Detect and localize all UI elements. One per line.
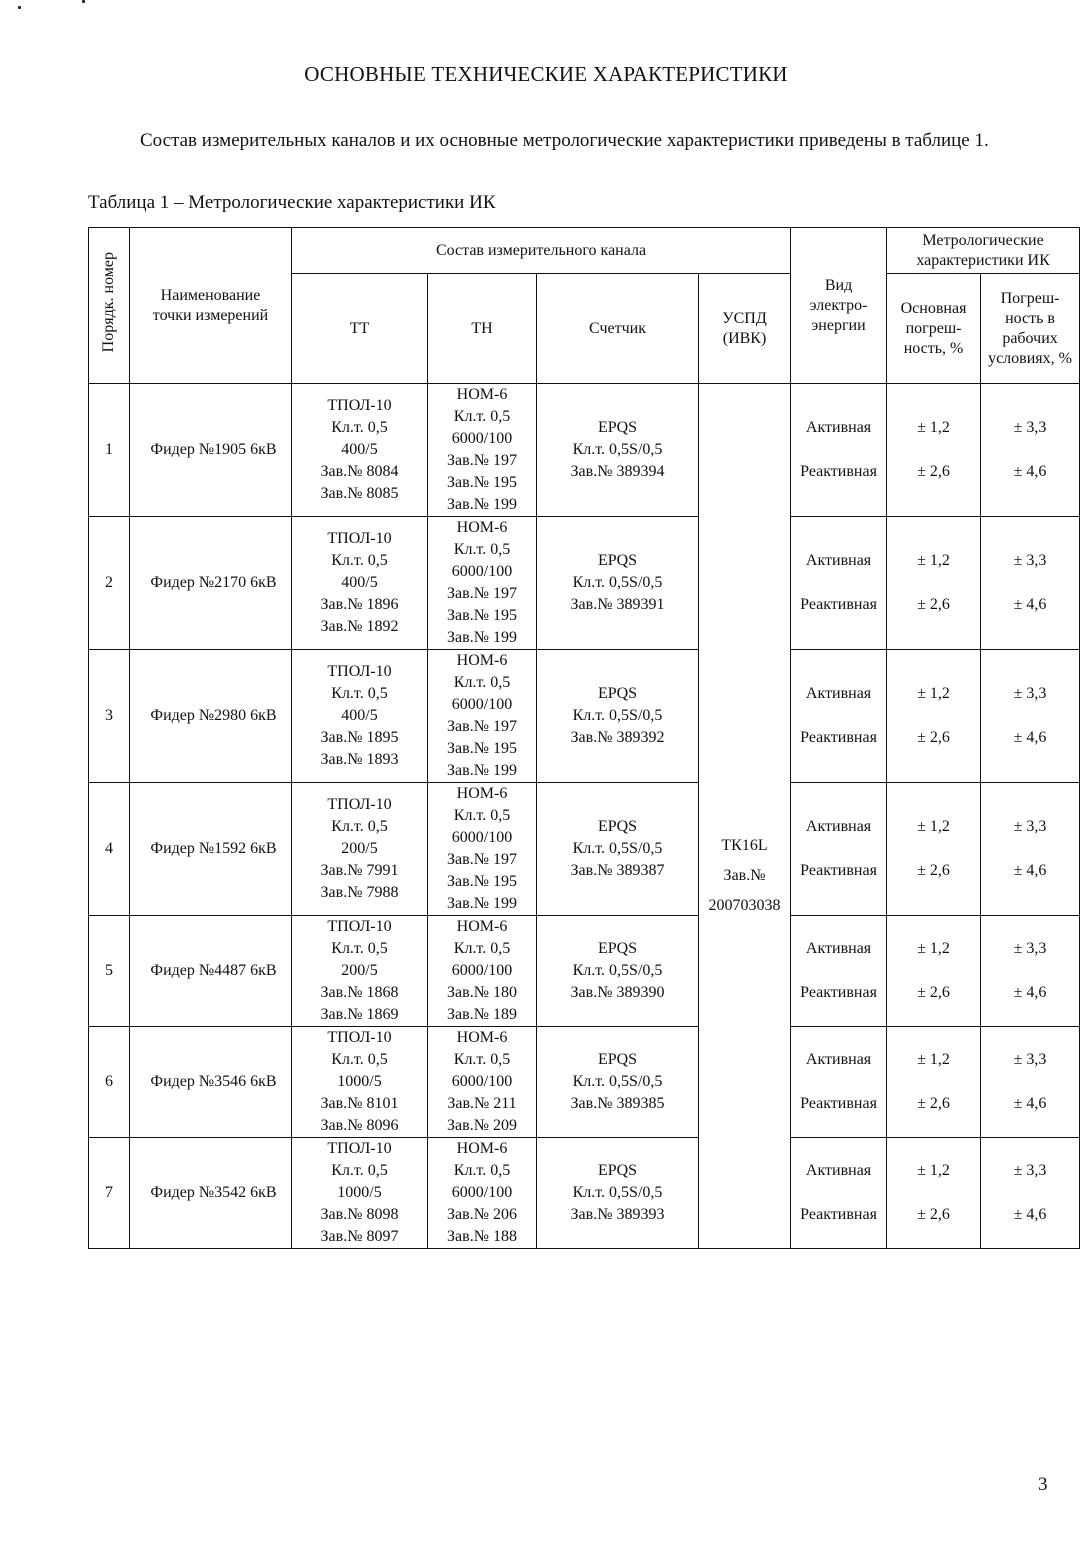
cell-line: Кл.т. 0,5S/0,5 — [572, 1073, 663, 1090]
header-tn: ТН — [428, 274, 537, 384]
cell-line: Зав.№ 195 — [447, 474, 517, 491]
work-error-cell — [981, 517, 1080, 650]
cell-line: Кл.т. 0,5 — [453, 1162, 511, 1179]
measurement-point-name: Фидер №3546 6кВ — [130, 1027, 292, 1138]
cell-line: 400/5 — [341, 707, 378, 724]
cell-line: Кл.т. 0,5S/0,5 — [572, 707, 663, 724]
cell-line: 400/5 — [341, 574, 378, 591]
cell-line: Кл.т. 0,5S/0,5 — [572, 962, 663, 979]
energy-kind-cell — [791, 650, 887, 783]
cell-line: 1000/5 — [337, 1073, 382, 1090]
meter-cell — [537, 816, 698, 882]
base-error-cell — [887, 783, 981, 916]
meter-cell — [537, 938, 698, 1004]
energy-kind-cell — [791, 1138, 887, 1249]
cell-line: Зав.№ 7991 — [320, 862, 399, 879]
header-energy: Вид электро-энергии — [791, 228, 887, 384]
cell-line: Зав.№ 7988 — [320, 884, 399, 901]
cell-line: Зав.№ 1893 — [320, 751, 399, 768]
row-number: 3 — [89, 650, 130, 783]
base-error-cell — [887, 384, 981, 517]
base-error-active: ± 1,2 — [917, 1162, 950, 1179]
work-error-active: ± 3,3 — [1013, 685, 1047, 702]
cell-line: 6000/100 — [451, 696, 513, 713]
work-error-reactive: ± 4,6 — [1013, 596, 1047, 613]
cell-line: Зав.№ 195 — [447, 607, 517, 624]
cell-line: Зав.№ 389392 — [570, 729, 665, 746]
cell-line: Зав.№ 195 — [447, 740, 517, 757]
base-error-active: ± 1,2 — [917, 552, 950, 569]
meter-cell — [537, 550, 698, 616]
cell-line: Зав.№ 180 — [447, 984, 517, 1001]
energy-active: Активная — [805, 1051, 872, 1068]
base-error-active: ± 1,2 — [917, 685, 950, 702]
cell-line: Зав.№ 8097 — [320, 1228, 399, 1245]
work-error-active: ± 3,3 — [1013, 419, 1047, 436]
meter-cell — [537, 417, 698, 483]
header-base-error: Основная погреш-ность, % — [887, 274, 981, 384]
cell-line: Кл.т. 0,5 — [453, 408, 511, 425]
cell-line: Кл.т. 0,5 — [453, 1051, 511, 1068]
cell-line: Зав.№ 188 — [447, 1228, 517, 1245]
header-composition: Состав измерительного канала — [292, 228, 791, 274]
cell-line: EPQS — [597, 940, 638, 957]
current-transformer-cell — [292, 528, 427, 638]
work-error-reactive: ± 4,6 — [1013, 984, 1047, 1001]
meter-cell — [537, 1160, 698, 1226]
row-number: 1 — [89, 384, 130, 517]
energy-reactive: Реактивная — [800, 596, 877, 613]
table-row — [89, 783, 1080, 916]
energy-kind-cell — [791, 384, 887, 517]
cell-line: Зав.№ 389391 — [570, 596, 665, 613]
row-number: 6 — [89, 1027, 130, 1138]
work-error-cell — [981, 384, 1080, 517]
cell-line: 6000/100 — [451, 563, 513, 580]
scan-speck — [82, 0, 85, 3]
base-error-reactive: ± 2,6 — [917, 729, 950, 746]
cell-line: Зав.№ 8101 — [320, 1095, 399, 1112]
energy-reactive: Реактивная — [800, 1206, 877, 1223]
energy-reactive: Реактивная — [800, 463, 877, 480]
cell-line: 200/5 — [341, 840, 378, 857]
work-error-reactive: ± 4,6 — [1013, 729, 1047, 746]
cell-line: Кл.т. 0,5 — [331, 419, 388, 436]
header-tt: ТТ — [292, 274, 428, 384]
cell-line: Кл.т. 0,5S/0,5 — [572, 840, 663, 857]
work-error-reactive: ± 4,6 — [1013, 1206, 1047, 1223]
cell-line: Зав.№ 199 — [447, 629, 517, 646]
cell-line: Кл.т. 0,5 — [331, 685, 388, 702]
table-row — [89, 650, 1080, 783]
cell-line: ТПОЛ-10 — [327, 397, 392, 414]
base-error-active: ± 1,2 — [917, 940, 950, 957]
base-error-reactive: ± 2,6 — [917, 596, 950, 613]
header-metro: Метрологические характеристики ИК — [887, 228, 1080, 274]
base-error-cell — [887, 1027, 981, 1138]
work-error-cell — [981, 650, 1080, 783]
cell-line: Зав.№ 8085 — [320, 485, 399, 502]
meter-cell — [537, 683, 698, 749]
energy-kind-cell — [791, 916, 887, 1027]
base-error-cell — [887, 1138, 981, 1249]
table-row — [89, 1027, 1080, 1138]
cell-line: Зав.№ 389393 — [570, 1206, 665, 1223]
current-transformer-cell — [292, 661, 427, 771]
energy-active: Активная — [805, 1162, 872, 1179]
base-error-reactive: ± 2,6 — [917, 1206, 950, 1223]
cell-line: 200/5 — [341, 962, 378, 979]
header-name: Наименование точки измерений — [130, 228, 292, 384]
uspd-serial: 200703038 — [708, 897, 781, 914]
energy-reactive: Реактивная — [800, 1095, 877, 1112]
energy-reactive: Реактивная — [800, 729, 877, 746]
table-caption: Таблица 1 – Метрологические характеристики ИК — [88, 192, 496, 213]
cell-line: 400/5 — [341, 441, 378, 458]
cell-line: Кл.т. 0,5 — [453, 674, 511, 691]
cell-line: Зав.№ 197 — [447, 452, 517, 469]
work-error-reactive: ± 4,6 — [1013, 1095, 1047, 1112]
cell-line: ТПОЛ-10 — [327, 918, 392, 935]
base-error-active: ± 1,2 — [917, 419, 950, 436]
table-row — [89, 384, 1080, 517]
voltage-transformer-cell — [428, 384, 536, 516]
cell-line: Кл.т. 0,5S/0,5 — [572, 441, 663, 458]
table-row — [89, 916, 1080, 1027]
cell-line: Кл.т. 0,5 — [331, 940, 388, 957]
intro-paragraph: Состав измерительных каналов и их основные метрологические характеристики приведены в таблице 1. — [140, 130, 989, 151]
cell-line: Зав.№ 8098 — [320, 1206, 399, 1223]
cell-line: 6000/100 — [451, 1073, 513, 1090]
measurement-point-name: Фидер №2980 6кВ — [130, 650, 292, 783]
energy-kind-cell — [791, 1027, 887, 1138]
cell-line: Зав.№ 209 — [447, 1117, 517, 1134]
base-error-cell — [887, 517, 981, 650]
cell-line: Кл.т. 0,5 — [453, 807, 511, 824]
metrology-table — [88, 227, 1080, 1249]
cell-line: Зав.№ 1869 — [320, 1006, 399, 1023]
energy-reactive: Реактивная — [800, 862, 877, 879]
work-error-active: ± 3,3 — [1013, 818, 1047, 835]
cell-line: Зав.№ 189 — [447, 1006, 517, 1023]
base-error-active: ± 1,2 — [917, 1051, 950, 1068]
work-error-reactive: ± 4,6 — [1013, 862, 1047, 879]
measurement-point-name: Фидер №3542 6кВ — [130, 1138, 292, 1249]
cell-line: Зав.№ 199 — [447, 496, 517, 513]
work-error-cell — [981, 783, 1080, 916]
header-uspd: УСПД (ИВК) — [699, 274, 791, 384]
cell-line: 1000/5 — [337, 1184, 382, 1201]
cell-line: Кл.т. 0,5 — [331, 1162, 388, 1179]
cell-line: EPQS — [597, 419, 638, 436]
measurement-point-name: Фидер №4487 6кВ — [130, 916, 292, 1027]
cell-line: ТПОЛ-10 — [327, 796, 392, 813]
cell-line: Зав.№ 199 — [447, 762, 517, 779]
page-number: 3 — [1038, 1474, 1048, 1495]
measurement-point-name: Фидер №1905 6кВ — [130, 384, 292, 517]
cell-line: Кл.т. 0,5S/0,5 — [572, 1184, 663, 1201]
current-transformer-cell — [292, 395, 427, 505]
cell-line: Зав.№ 389394 — [570, 463, 665, 480]
work-error-cell — [981, 1138, 1080, 1249]
meter-cell — [537, 1049, 698, 1115]
energy-reactive: Реактивная — [800, 984, 877, 1001]
header-order: Порядк. номер — [89, 228, 130, 384]
work-error-active: ± 3,3 — [1013, 940, 1047, 957]
voltage-transformer-cell — [428, 1138, 536, 1248]
row-number: 4 — [89, 783, 130, 916]
cell-line: ТПОЛ-10 — [327, 530, 392, 547]
work-error-active: ± 3,3 — [1013, 1162, 1047, 1179]
measurement-point-name: Фидер №1592 6кВ — [130, 783, 292, 916]
work-error-active: ± 3,3 — [1013, 552, 1047, 569]
header-meter: Счетчик — [537, 274, 699, 384]
cell-line: НОМ-6 — [456, 1029, 508, 1046]
scan-speck — [18, 6, 21, 9]
cell-line: Кл.т. 0,5 — [331, 818, 388, 835]
cell-line: EPQS — [597, 685, 638, 702]
cell-line: ТПОЛ-10 — [327, 1029, 392, 1046]
row-number: 7 — [89, 1138, 130, 1249]
work-error-active: ± 3,3 — [1013, 1051, 1047, 1068]
cell-line: ТПОЛ-10 — [327, 663, 392, 680]
base-error-reactive: ± 2,6 — [917, 463, 950, 480]
cell-line: НОМ-6 — [456, 519, 508, 536]
cell-line: EPQS — [597, 818, 638, 835]
cell-line: Зав.№ 1896 — [320, 596, 399, 613]
cell-line: Зав.№ 389385 — [570, 1095, 665, 1112]
voltage-transformer-cell — [428, 650, 536, 782]
work-error-reactive: ± 4,6 — [1013, 463, 1047, 480]
work-error-cell — [981, 1027, 1080, 1138]
voltage-transformer-cell — [428, 783, 536, 915]
energy-active: Активная — [805, 940, 872, 957]
voltage-transformer-cell — [428, 1027, 536, 1137]
cell-line: Кл.т. 0,5 — [453, 940, 511, 957]
cell-line: Зав.№ 195 — [447, 873, 517, 890]
header-work-error: Погреш-ность в рабочих условиях, % — [981, 274, 1080, 384]
current-transformer-cell — [292, 1138, 427, 1248]
cell-line: EPQS — [597, 552, 638, 569]
cell-line: Зав.№ 197 — [447, 851, 517, 868]
energy-active: Активная — [805, 419, 872, 436]
energy-active: Активная — [805, 685, 872, 702]
table-row — [89, 1138, 1080, 1249]
cell-line: 6000/100 — [451, 829, 513, 846]
cell-line: Кл.т. 0,5 — [331, 1051, 388, 1068]
cell-line: Зав.№ 389387 — [570, 862, 665, 879]
work-error-cell — [981, 916, 1080, 1027]
cell-line: Кл.т. 0,5 — [453, 541, 511, 558]
base-error-reactive: ± 2,6 — [917, 1095, 950, 1112]
cell-line: ТПОЛ-10 — [327, 1140, 392, 1157]
current-transformer-cell — [292, 1027, 427, 1137]
uspd-serial-label: Зав.№ — [723, 867, 766, 884]
voltage-transformer-cell — [428, 916, 536, 1026]
cell-line: 6000/100 — [451, 1184, 513, 1201]
cell-line: НОМ-6 — [456, 785, 508, 802]
measurement-point-name: Фидер №2170 6кВ — [130, 517, 292, 650]
cell-line: Зав.№ 8096 — [320, 1117, 399, 1134]
cell-line: EPQS — [597, 1051, 638, 1068]
cell-line: Зав.№ 211 — [447, 1095, 517, 1112]
cell-line: Зав.№ 8084 — [320, 463, 399, 480]
row-number: 2 — [89, 517, 130, 650]
page-title: ОСНОВНЫЕ ТЕХНИЧЕСКИЕ ХАРАКТЕРИСТИКИ — [304, 62, 788, 86]
cell-line: 6000/100 — [451, 962, 513, 979]
table-body — [89, 384, 1080, 1249]
base-error-reactive: ± 2,6 — [917, 862, 950, 879]
cell-line: Зав.№ 197 — [447, 718, 517, 735]
energy-kind-cell — [791, 783, 887, 916]
table-row — [89, 517, 1080, 650]
energy-kind-cell — [791, 517, 887, 650]
cell-line: Зав.№ 1895 — [320, 729, 399, 746]
uspd-model: ТК16L — [721, 837, 768, 854]
energy-active: Активная — [805, 818, 872, 835]
cell-line: НОМ-6 — [456, 918, 508, 935]
current-transformer-cell — [292, 916, 427, 1026]
cell-line: Зав.№ 206 — [447, 1206, 517, 1223]
cell-line: Зав.№ 199 — [447, 895, 517, 912]
base-error-reactive: ± 2,6 — [917, 984, 950, 1001]
base-error-cell — [887, 650, 981, 783]
current-transformer-cell — [292, 794, 427, 904]
voltage-transformer-cell — [428, 517, 536, 649]
cell-line: НОМ-6 — [456, 1140, 508, 1157]
base-error-active: ± 1,2 — [917, 818, 950, 835]
cell-line: 6000/100 — [451, 430, 513, 447]
uspd-cell — [699, 384, 791, 1249]
cell-line: Кл.т. 0,5S/0,5 — [572, 574, 663, 591]
cell-line: Кл.т. 0,5 — [331, 552, 388, 569]
cell-line: Зав.№ 1868 — [320, 984, 399, 1001]
row-number: 5 — [89, 916, 130, 1027]
cell-line: НОМ-6 — [456, 652, 508, 669]
energy-active: Активная — [805, 552, 872, 569]
cell-line: EPQS — [597, 1162, 638, 1179]
cell-line: Зав.№ 389390 — [570, 984, 665, 1001]
cell-line: Зав.№ 197 — [447, 585, 517, 602]
base-error-cell — [887, 916, 981, 1027]
cell-line: Зав.№ 1892 — [320, 618, 399, 635]
cell-line: НОМ-6 — [456, 386, 508, 403]
